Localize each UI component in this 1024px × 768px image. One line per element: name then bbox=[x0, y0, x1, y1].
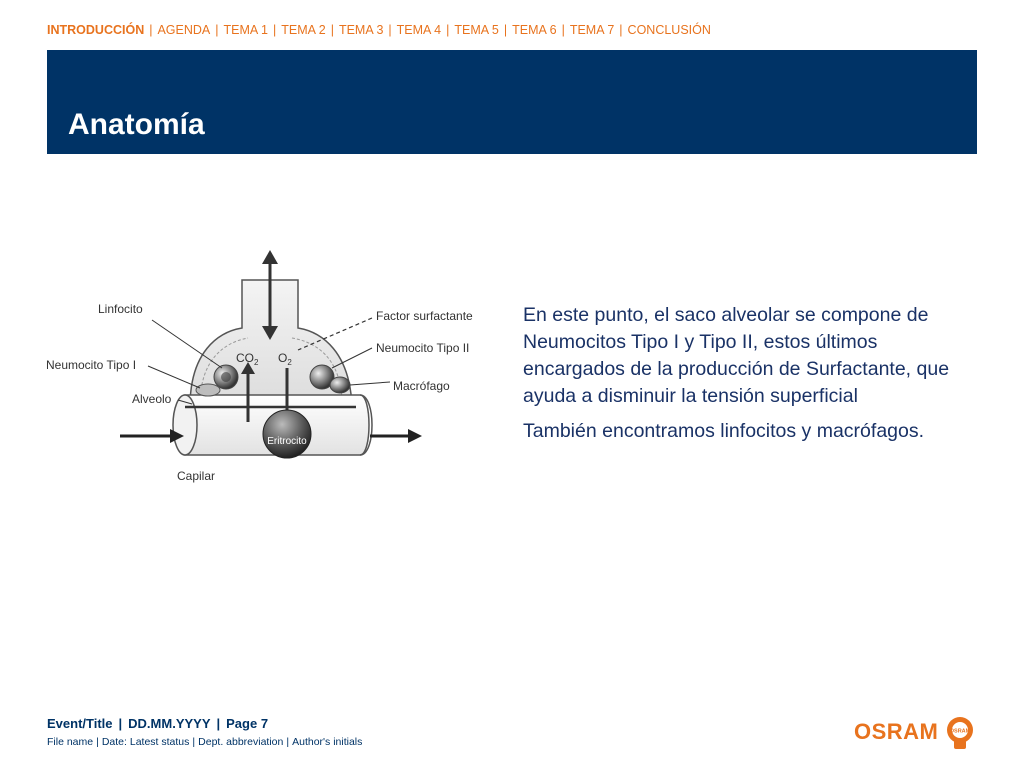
lymphocyte-nucleus bbox=[221, 372, 231, 382]
flow-out-arrow-head bbox=[408, 429, 422, 443]
airflow-arrow-up bbox=[262, 250, 278, 264]
footer-primary bbox=[47, 716, 268, 731]
nav-separator: | bbox=[149, 23, 153, 37]
label-capilar: Capilar bbox=[177, 469, 216, 483]
nav-item-9[interactable]: TEMA 7 bbox=[569, 23, 615, 37]
label-factor-surfactante: Factor surfactante bbox=[376, 309, 473, 323]
nav-item-8[interactable]: TEMA 6 bbox=[512, 23, 557, 37]
body-paragraph-1: En este punto, el saco alveolar se compone de Neumocitos Tipo I y Tipo II, estos últimos encargados de la producción de Surfactante, que ayuda a disminuir la tensión superficial bbox=[523, 304, 950, 407]
footer-separator: | bbox=[192, 736, 196, 748]
label-alveolo: Alveolo bbox=[132, 392, 172, 406]
nav-item-3[interactable]: TEMA 1 bbox=[223, 23, 268, 37]
label-co2: $CO_2$ bbox=[236, 351, 259, 367]
type1-pneumocyte-cell bbox=[196, 384, 220, 396]
macrophage-cell bbox=[330, 377, 350, 393]
footer-separator: | bbox=[118, 716, 123, 731]
logo-wordmark: OSRAM bbox=[854, 719, 939, 744]
nav-item-6[interactable]: TEMA 4 bbox=[396, 23, 442, 37]
neumocito1-leader bbox=[148, 366, 200, 388]
label-neumocito-tipo-1: Neumocito Tipo I bbox=[46, 358, 137, 372]
title-bar bbox=[47, 50, 977, 154]
nav-separator: | bbox=[330, 23, 334, 37]
label-linfocito: Linfocito bbox=[98, 302, 143, 316]
logo-bulb-text: OSRAM bbox=[949, 728, 971, 735]
footer-author: Author's initials bbox=[292, 736, 363, 748]
label-macrofago: Macrófago bbox=[393, 379, 450, 393]
body-text bbox=[523, 302, 983, 453]
nav-item-4[interactable]: TEMA 2 bbox=[281, 23, 326, 37]
nav-item-5[interactable]: TEMA 3 bbox=[338, 23, 384, 37]
nav-separator: | bbox=[561, 23, 565, 37]
footer-event: Event/Title bbox=[47, 716, 113, 731]
footer-separator: | bbox=[286, 736, 290, 748]
nav-separator: | bbox=[272, 23, 277, 37]
footer-meta bbox=[47, 736, 362, 748]
nav-separator: | bbox=[619, 23, 623, 37]
slide-title: Anatomía bbox=[68, 108, 205, 141]
lightbulb-icon bbox=[946, 714, 974, 754]
macrofago-leader bbox=[350, 382, 390, 385]
alveolus-diagram bbox=[40, 240, 490, 490]
nav-item-10[interactable]: CONCLUSIÓN bbox=[627, 23, 711, 37]
footer-separator: | bbox=[216, 716, 221, 731]
top-navigation bbox=[47, 23, 987, 41]
nav-item-2[interactable]: AGENDA bbox=[157, 23, 211, 37]
osram-logo bbox=[854, 714, 980, 754]
footer-dept: Dept. abbreviation bbox=[198, 736, 284, 748]
footer-separator: | bbox=[96, 736, 99, 748]
nav-item-1[interactable]: INTRODUCCIÓN bbox=[47, 23, 145, 37]
footer-page: Page 7 bbox=[226, 716, 269, 731]
footer-date: DD.MM.YYYY bbox=[128, 716, 211, 731]
label-o2: $O_2$ bbox=[278, 351, 292, 367]
label-eritrocito: Eritrocito bbox=[267, 436, 307, 447]
footer-file-name: File name bbox=[47, 736, 94, 748]
body-paragraph-2: También encontramos linfocitos y macrófagos. bbox=[523, 420, 925, 442]
capillary-left-opening bbox=[173, 395, 197, 455]
label-neumocito-tipo-2: Neumocito Tipo II bbox=[376, 341, 470, 355]
footer-latest-status: Date: Latest status bbox=[101, 736, 190, 748]
erythrocyte-cell bbox=[263, 410, 311, 458]
nav-separator: | bbox=[446, 23, 450, 37]
nav-separator: | bbox=[388, 23, 392, 37]
nav-separator: | bbox=[215, 23, 219, 37]
nav-item-7[interactable]: TEMA 5 bbox=[454, 23, 499, 37]
nav-separator: | bbox=[503, 23, 508, 37]
